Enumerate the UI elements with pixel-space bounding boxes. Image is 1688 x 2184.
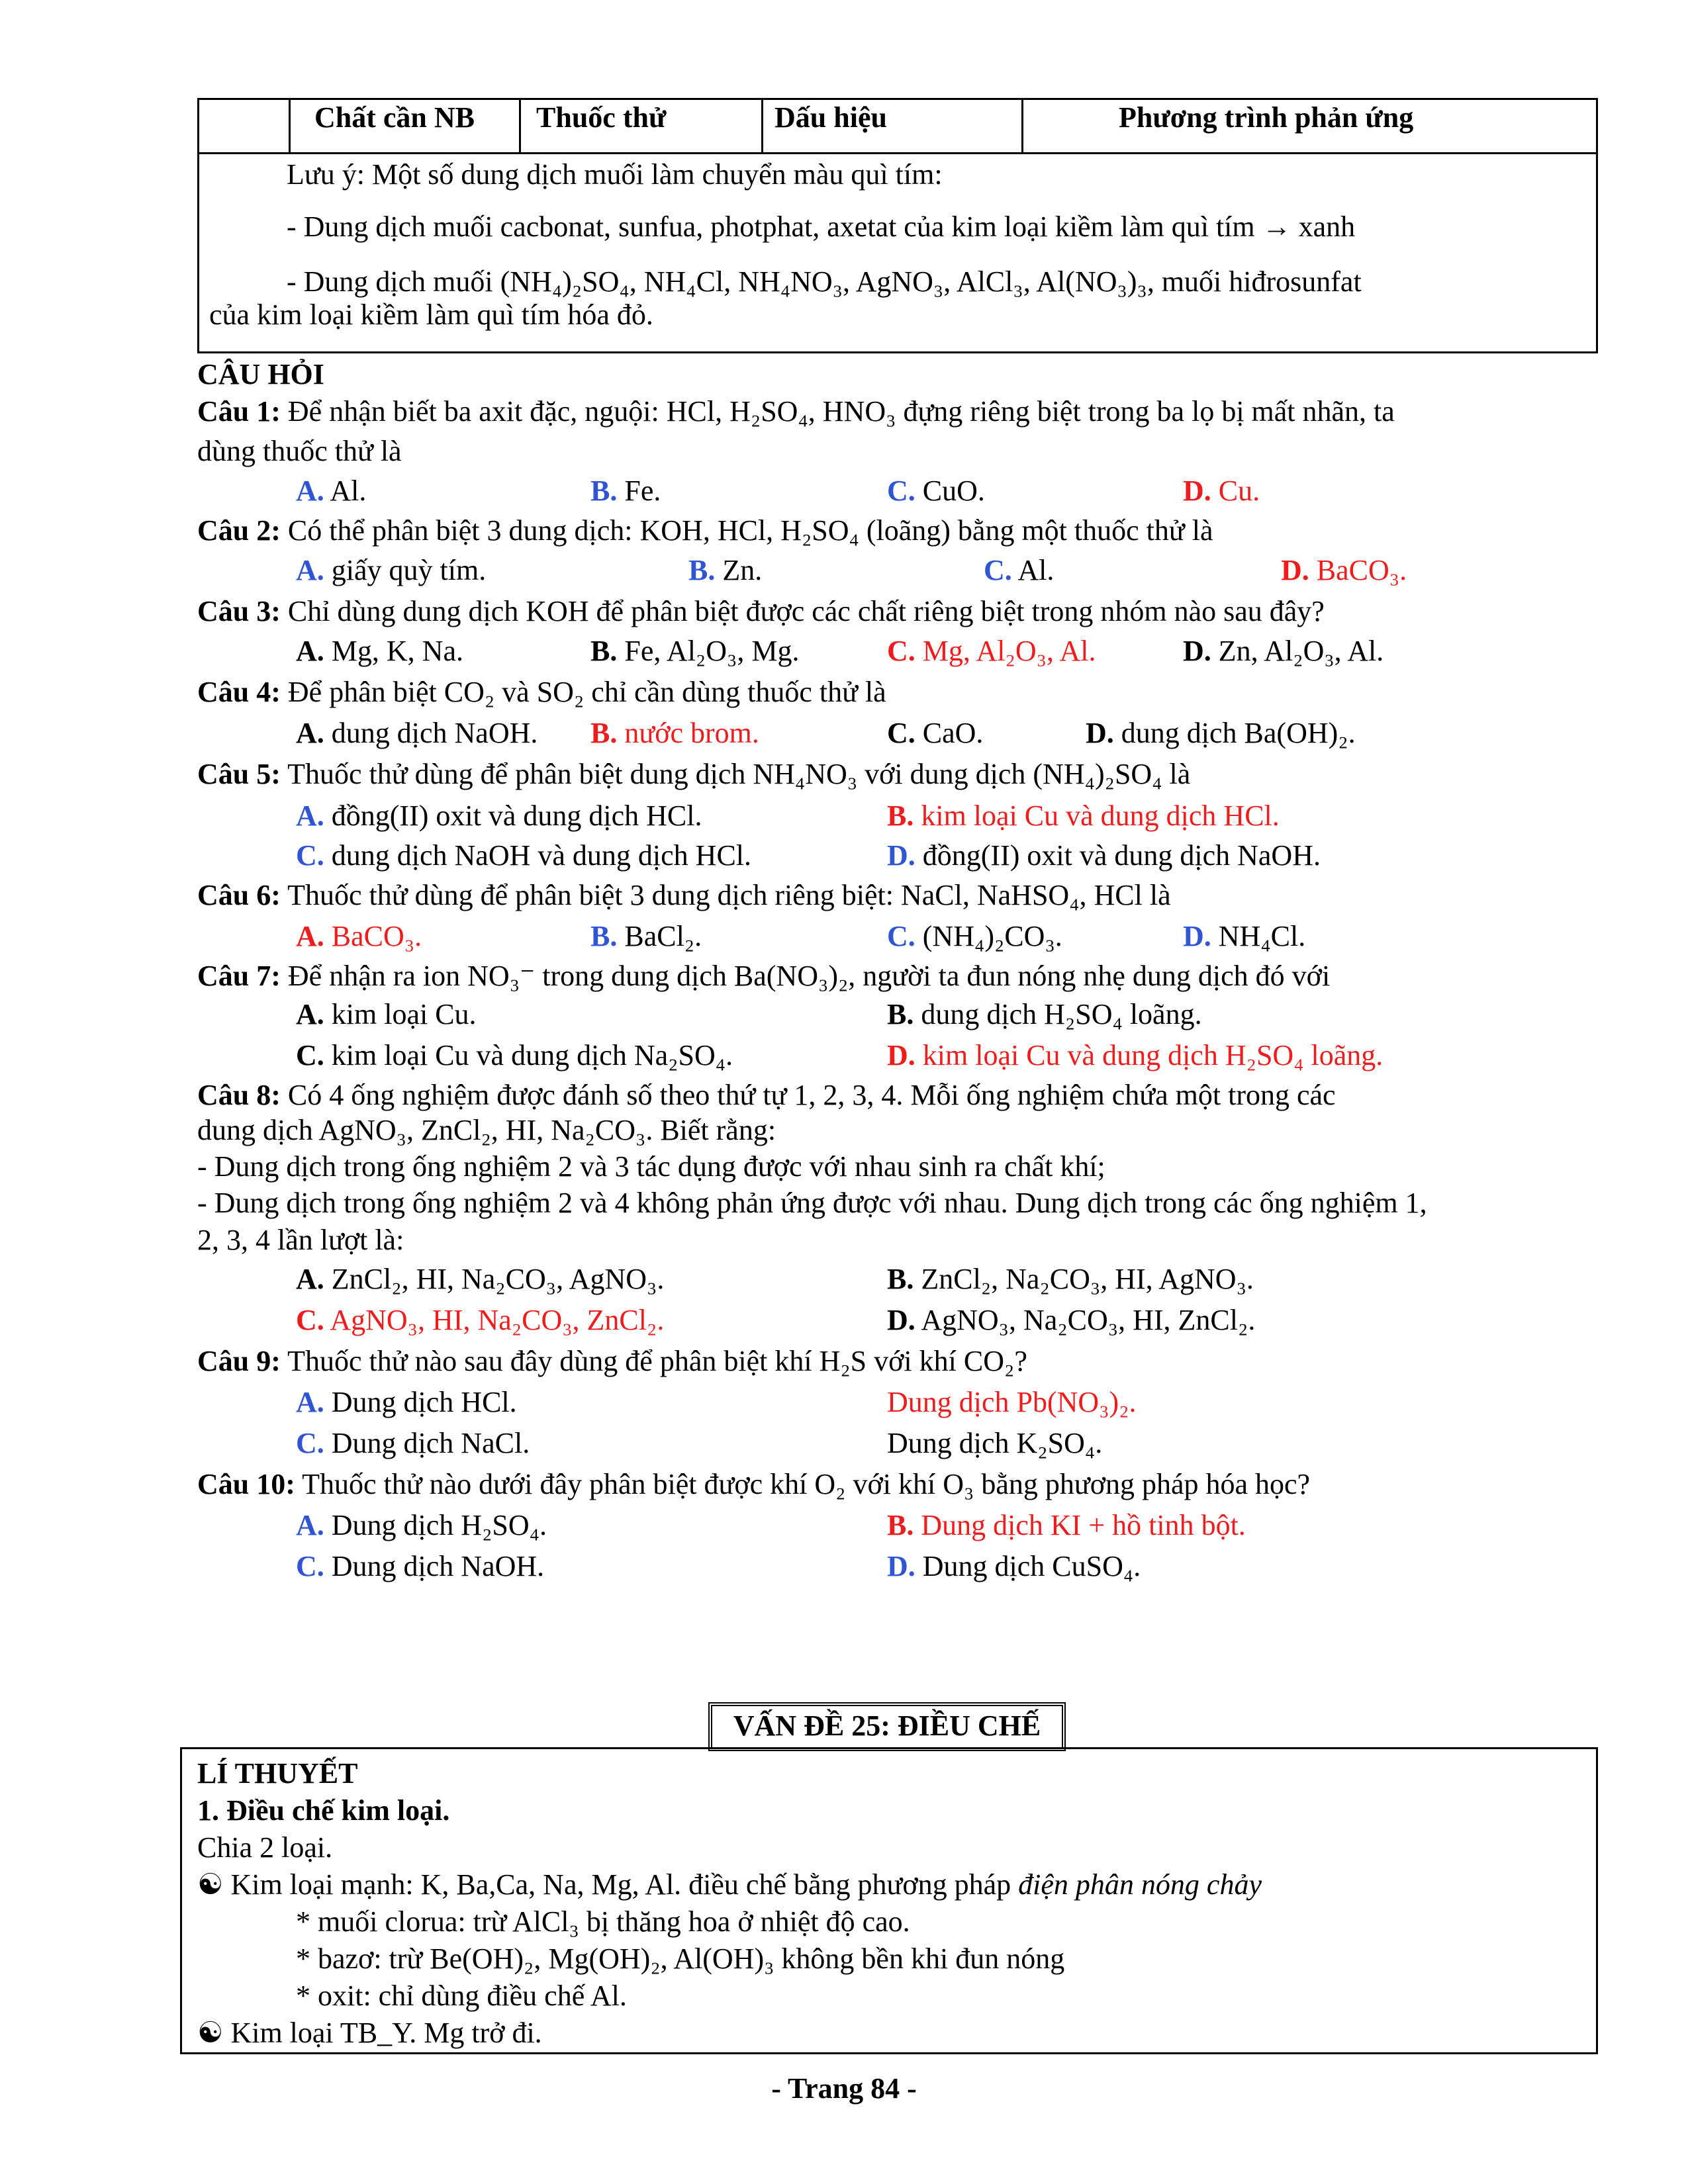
yin-yang-icon: ☯ (197, 2017, 224, 2049)
table-note-title: Lưu ý: Một số dung dịch muối làm chuyển màu quì tím: (287, 158, 943, 191)
q5-option-c: C. dung dịch NaOH và dung dịch HCl. (296, 839, 752, 872)
table-header-divider (197, 152, 1598, 154)
q3-option-b: B. Fe, Al₂O₃, Mg. (590, 635, 800, 667)
q4-option-b: B. nước brom. (590, 717, 759, 749)
q8-option-b: B. ZnCl₂, Na₂CO₃, HI, AgNO₃. (887, 1263, 1254, 1295)
q9-option-c: C. Dung dịch NaCl. (296, 1427, 530, 1459)
question-2: Câu 2: Có thể phân biệt 3 dung dịch: KOH, HCl, H₂SO₄ (loãng) bằng một thuốc thử là (197, 514, 1213, 547)
question-6: Câu 6: Thuốc thử dùng để phân biệt 3 dung dịch riêng biệt: NaCl, NaHSO₄, HCl là (197, 879, 1171, 911)
q10-option-c: C. Dung dịch NaOH. (296, 1550, 545, 1582)
theory-heading: LÍ THUYẾT (197, 1757, 358, 1790)
table-header-equation: Phương trình phản ứng (1119, 101, 1414, 134)
q3-option-d: D. Zn, Al₂O₃, Al. (1183, 635, 1384, 667)
q3-option-c: C. Mg, Al₂O₃, Al. (887, 635, 1096, 667)
q2-option-b: B. Zn. (688, 554, 763, 586)
question-8-text-3: - Dung dịch trong ống nghiệm 2 và 3 tác dụng được với nhau sinh ra chất khí; (197, 1150, 1105, 1183)
question-8: Câu 8: Có 4 ống nghiệm được đánh số theo thứ tự 1, 2, 3, 4. Mỗi ống nghiệm chứa một trong các (197, 1079, 1336, 1111)
table-note-line-2: - Dung dịch muối (NH₄)₂SO₄, NH₄Cl, NH₄NO₃, AgNO₃, AlCl₃, Al(NO₃)₃, muối hiđrosunfat (287, 265, 1362, 298)
theory-bullet-1: ☯ Kim loại mạnh: K, Ba,Ca, Na, Mg, Al. điều chế bằng phương pháp điện phân nóng chảy (197, 1868, 1262, 1901)
table-col-divider-3 (761, 98, 763, 154)
q5-option-a: A. đồng(II) oxit và dung dịch HCl. (296, 799, 702, 832)
table-header-substance: Chất cần NB (314, 101, 475, 134)
question-label: Câu 1: (197, 395, 281, 428)
question-8-text-5: 2, 3, 4 lần lượt là: (197, 1224, 404, 1256)
theory-line-2: * muối clorua: trừ AlCl₃ bị thăng hoa ở nhiệt độ cao. (296, 1905, 910, 1938)
q9-option-b: Dung dịch Pb(NO₃)₂. (887, 1386, 1137, 1418)
q2-option-d: D. BaCO₃. (1281, 554, 1407, 586)
table-col-divider-1 (289, 98, 291, 154)
q10-option-b: B. Dung dịch KI + hồ tinh bột. (887, 1509, 1246, 1541)
table-header-sign: Dấu hiệu (774, 101, 887, 134)
q4-option-d: D. dung dịch Ba(OH)₂. (1086, 717, 1356, 749)
q8-option-a: A. ZnCl₂, HI, Na₂CO₃, AgNO₃. (296, 1263, 665, 1295)
question-7: Câu 7: Để nhận ra ion NO₃⁻ trong dung dịch Ba(NO₃)₂, người ta đun nóng nhẹ dung dịch đó với (197, 960, 1331, 992)
theory-line-1: Chia 2 loại. (197, 1831, 333, 1864)
theory-subheading: 1. Điều chế kim loại. (197, 1794, 450, 1827)
q6-option-c: C. (NH₄)₂CO₃. (887, 920, 1062, 952)
q4-option-a: A. dung dịch NaOH. (296, 717, 538, 749)
q10-option-a: A. Dung dịch H₂SO₄. (296, 1509, 547, 1541)
theory-line-4: * oxit: chỉ dùng điều chế Al. (296, 1979, 627, 2012)
question-1-text-2: dùng thuốc thử là (197, 435, 402, 467)
q9-option-a: A. Dung dịch HCl. (296, 1386, 517, 1418)
q7-option-c: C. kim loại Cu và dung dịch Na₂SO₄. (296, 1039, 733, 1071)
q1-option-d: D. Cu. (1183, 475, 1260, 507)
section-title: CÂU HỎI (197, 358, 324, 390)
q4-option-c: C. CaO. (887, 717, 984, 749)
q6-option-d: D. NH₄Cl. (1183, 920, 1306, 952)
q1-option-a: A. Al. (296, 475, 367, 507)
q7-option-b: B. dung dịch H₂SO₄ loãng. (887, 998, 1202, 1030)
question-4: Câu 4: Để phân biệt CO₂ và SO₂ chỉ cần dùng thuốc thử là (197, 676, 886, 708)
question-1 (197, 393, 1395, 430)
q10-option-d: D. Dung dịch CuSO₄. (887, 1550, 1141, 1582)
page-footer: - Trang 84 - (771, 2072, 917, 2105)
question-8-text-4: - Dung dịch trong ống nghiệm 2 và 4 không phản ứng được với nhau. Dung dịch trong các ống nghiệm 1, (197, 1187, 1427, 1219)
table-header-reagent: Thuốc thử (536, 101, 667, 134)
q8-option-d: D. AgNO₃, Na₂CO₃, HI, ZnCl₂. (887, 1304, 1256, 1336)
table-col-divider-4 (1021, 98, 1023, 154)
q2-option-a: A. giấy quỳ tím. (296, 554, 487, 586)
q9-option-d: Dung dịch K₂SO₄. (887, 1427, 1103, 1459)
table-note-line-1: - Dung dịch muối cacbonat, sunfua, photphat, axetat của kim loại kiềm làm quì tím → xanh (287, 210, 1356, 243)
question-5: Câu 5: Thuốc thử dùng để phân biệt dung dịch NH₄NO₃ với dung dịch (NH₄)₂SO₄ là (197, 758, 1191, 790)
q5-option-b: B. kim loại Cu và dung dịch HCl. (887, 799, 1280, 832)
q1-option-c: C. CuO. (887, 475, 985, 507)
topic-title: VẤN ĐỀ 25: ĐIỀU CHẾ (733, 1709, 1041, 1742)
question-8-text-2: dung dịch AgNO₃, ZnCl₂, HI, Na₂CO₃. Biết rằng: (197, 1114, 776, 1146)
question-text: Để nhận biết ba axit đặc, nguội: HCl, H₂SO₄, HNO₃ đựng riêng biệt trong ba lọ bị mất nhãn, ta (280, 395, 1395, 428)
theory-bullet-2: ☯ Kim loại TB_Y. Mg trở đi. (197, 2017, 542, 2049)
q6-option-a: A. BaCO₃. (296, 920, 422, 952)
table-note-line-3: của kim loại kiềm làm quì tím hóa đỏ. (209, 298, 653, 331)
q3-option-a: A. Mg, K, Na. (296, 635, 463, 667)
table-col-divider-2 (519, 98, 521, 154)
q5-option-d: D. đồng(II) oxit và dung dịch NaOH. (887, 839, 1321, 872)
theory-line-3: * bazơ: trừ Be(OH)₂, Mg(OH)₂, Al(OH)₃ không bền khi đun nóng (296, 1942, 1065, 1975)
q7-option-a: A. kim loại Cu. (296, 998, 477, 1030)
q7-option-d: D. kim loại Cu và dung dịch H₂SO₄ loãng. (887, 1039, 1383, 1071)
question-10: Câu 10: Thuốc thử nào dưới đây phân biệt được khí O₂ với khí O₃ bằng phương pháp hóa học? (197, 1468, 1311, 1500)
question-3: Câu 3: Chỉ dùng dung dịch KOH để phân biệt được các chất riêng biệt trong nhóm nào sau đây? (197, 595, 1325, 627)
q6-option-b: B. BaCl₂. (590, 920, 702, 952)
q8-option-c: C. AgNO₃, HI, Na₂CO₃, ZnCl₂. (296, 1304, 665, 1336)
question-9: Câu 9: Thuốc thử nào sau đây dùng để phân biệt khí H₂S với khí CO₂? (197, 1345, 1027, 1377)
yin-yang-icon: ☯ (197, 1868, 224, 1901)
q1-option-b: B. Fe. (590, 475, 661, 507)
q2-option-c: C. Al. (984, 554, 1055, 586)
